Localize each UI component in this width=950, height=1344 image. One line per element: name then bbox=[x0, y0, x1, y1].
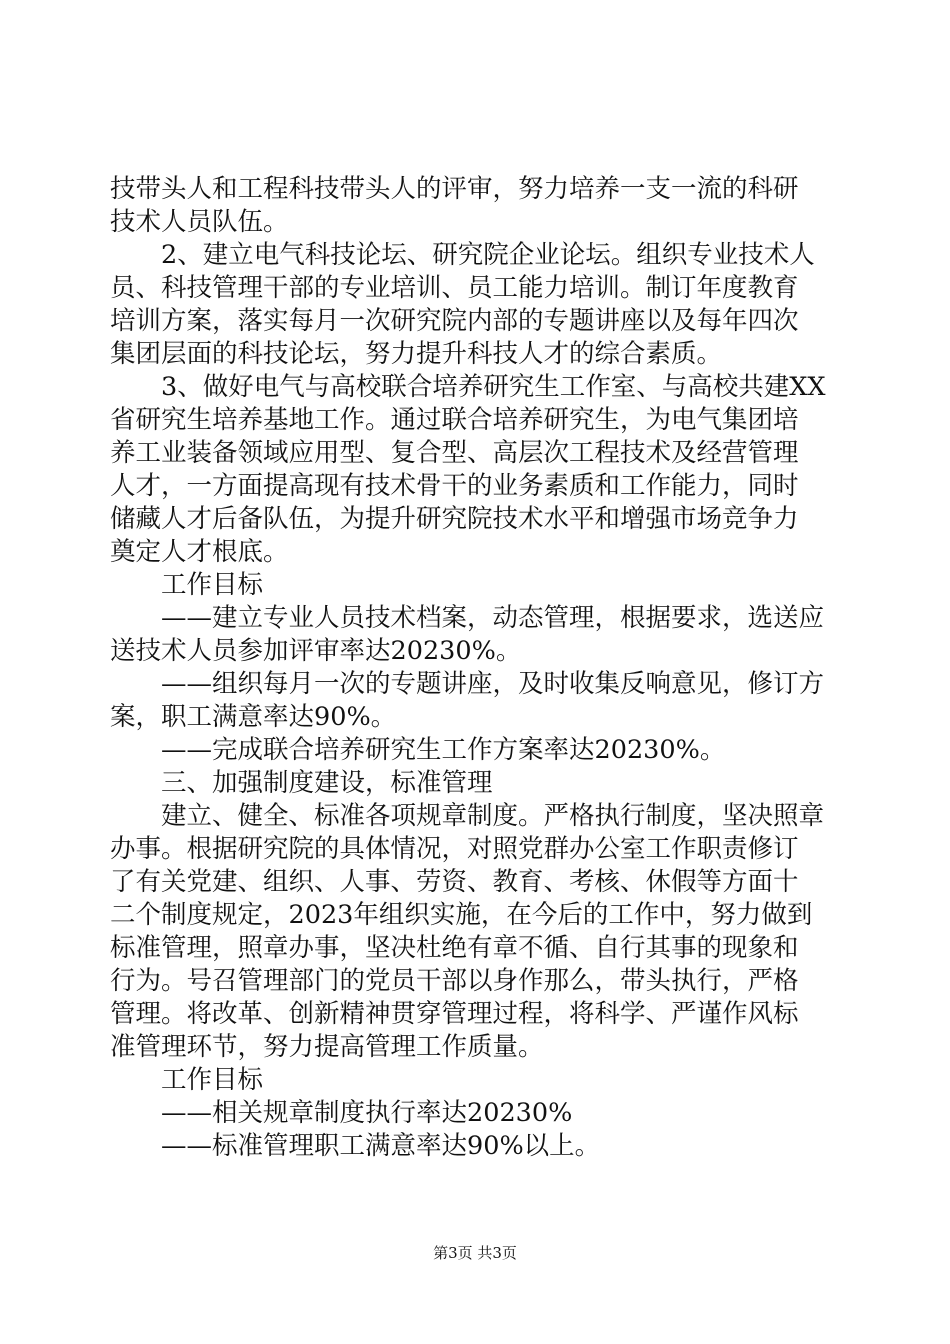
text-line: 送技术人员参加评审率达20230%。 bbox=[110, 636, 522, 666]
text-line: 3、做好电气与高校联合培养研究生工作室、与高校共建XX bbox=[110, 372, 826, 402]
text-line: 员、科技管理干部的专业培训、员工能力培训。制订年度教育 bbox=[110, 273, 799, 303]
page-footer: 第3页 共3页 bbox=[433, 1244, 517, 1262]
text-line: 储藏人才后备队伍，为提升研究院技术水平和增强市场竞争力 bbox=[110, 504, 799, 534]
text-line: 标准管理，照章办事，坚决杜绝有章不循、自行其事的现象和 bbox=[110, 933, 799, 963]
text-line: 奠定人才根底。 bbox=[110, 537, 289, 567]
text-line: 准管理环节，努力提高管理工作质量。 bbox=[110, 1032, 544, 1062]
section-heading: 三、加强制度建设，标准管理 bbox=[110, 768, 493, 798]
text-line: 2、建立电气科技论坛、研究院企业论坛。组织专业技术人 bbox=[110, 240, 815, 270]
text-line: 管理。将改革、创新精神贯穿管理过程，将科学、严谨作风标 bbox=[110, 999, 799, 1029]
text-line: 建立、健全、标准各项规章制度。严格执行制度，坚决照章 bbox=[110, 801, 825, 831]
text-line: ——完成联合培养研究生工作方案率达20230%。 bbox=[110, 735, 726, 765]
text-line: 办事。根据研究院的具体情况，对照党群办公室工作职责修订 bbox=[110, 834, 799, 864]
text-line: 人才，一方面提高现有技术骨干的业务素质和工作能力，同时 bbox=[110, 471, 799, 501]
text-line: 养工业装备领域应用型、复合型、高层次工程技术及经营管理 bbox=[110, 438, 799, 468]
text-line: 集团层面的科技论坛，努力提升科技人才的综合素质。 bbox=[110, 339, 723, 369]
text-line: ——相关规章制度执行率达20230% bbox=[110, 1098, 573, 1128]
text-line: 行为。号召管理部门的党员干部以身作那么，带头执行，严格 bbox=[110, 966, 799, 996]
text-line: 省研究生培养基地工作。通过联合培养研究生，为电气集团培 bbox=[110, 405, 799, 435]
text-line: ——建立专业人员技术档案，动态管理，根据要求，选送应 bbox=[110, 603, 825, 633]
text-line: ——组织每月一次的专题讲座，及时收集反响意见，修订方 bbox=[110, 669, 825, 699]
text-line: ——标准管理职工满意率达90%以上。 bbox=[110, 1131, 601, 1161]
text-line: 案，职工满意率达90%。 bbox=[110, 702, 397, 732]
section-heading: 工作目标 bbox=[110, 1065, 264, 1095]
text-line: 二个制度规定，2023年组织实施，在今后的工作中，努力做到 bbox=[110, 900, 813, 930]
text-line: 技术人员队伍。 bbox=[110, 207, 289, 237]
text-line: 培训方案，落实每月一次研究院内部的专题讲座以及每年四次 bbox=[110, 306, 799, 336]
text-line: 了有关党建、组织、人事、劳资、教育、考核、休假等方面十 bbox=[110, 867, 799, 897]
text-line: 技带头人和工程科技带头人的评审，努力培养一支一流的科研 bbox=[110, 174, 799, 204]
section-heading: 工作目标 bbox=[110, 570, 264, 600]
